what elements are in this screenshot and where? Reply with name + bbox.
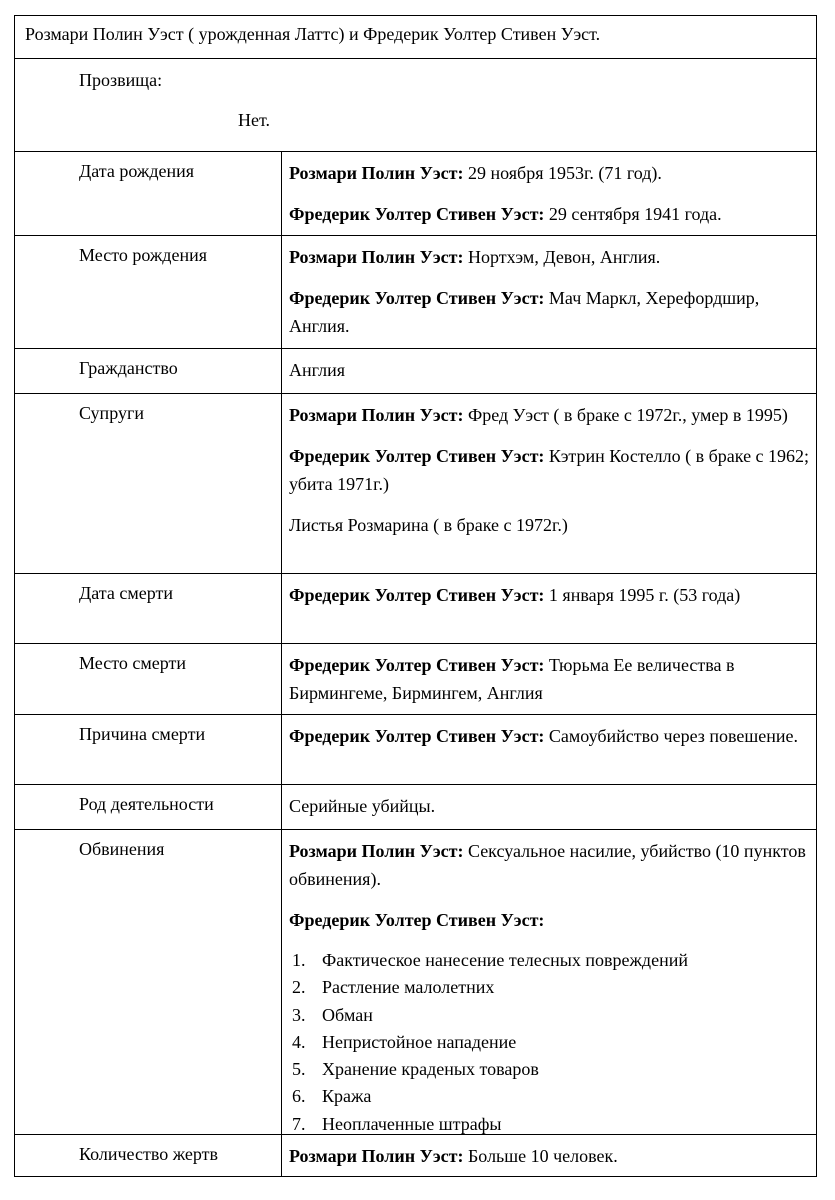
entry: [289, 792, 810, 820]
row-value: [289, 243, 810, 340]
entry: [289, 284, 810, 340]
nicknames-label: Прозвища:: [79, 70, 163, 90]
list-item: [289, 947, 810, 974]
row-label: Обвинения: [79, 839, 165, 859]
row-citizenship: [15, 349, 816, 394]
entry-text: Тюрьма Ее величества в Бирмингеме, Бирмингем, Англия: [289, 655, 735, 703]
row-label: Причина смерти: [79, 724, 206, 744]
row-occupation: [15, 785, 816, 830]
entry-text: 29 сентября 1941 года.: [544, 204, 722, 224]
entry-text: Мач Маркл, Херефордшир, Англия.: [289, 288, 760, 336]
row-label: Дата рождения: [79, 161, 195, 181]
row-label: Место рождения: [79, 245, 208, 265]
person-name: Розмари Полин Уэст:: [289, 247, 464, 267]
column-divider: [281, 1135, 282, 1177]
list-item: [289, 1111, 810, 1138]
entry-text: Нортхэм, Девон, Англия.: [463, 247, 661, 267]
entry: [289, 511, 810, 539]
row-value: [289, 651, 810, 707]
row-value: [289, 159, 810, 228]
row-value: [289, 581, 810, 609]
row-birth-date: [15, 152, 816, 236]
entry: [289, 651, 810, 707]
document-table: [14, 15, 817, 1177]
row-label: Место смерти: [79, 653, 186, 673]
row-label: Супруги: [79, 403, 144, 423]
entry-text: 29 ноября 1953г. (71 год).: [463, 163, 662, 183]
person-name: Розмари Полин Уэст:: [289, 841, 464, 861]
entry: [289, 442, 810, 498]
entry: [289, 243, 810, 271]
entry-text: 1 января 1995 г. (53 года): [544, 585, 741, 605]
list-text: Фактическое нанесение телесных повреждений: [322, 950, 688, 970]
entry-text: Самоубийство через повешение.: [544, 726, 799, 746]
list-number: 6.: [292, 1086, 306, 1107]
entry-text: Листья Розмарина ( в браке с 1972г.): [289, 515, 568, 535]
list-text: Растление малолетних: [322, 977, 495, 998]
person-name: Фредерик Уолтер Стивен Уэст:: [289, 910, 545, 930]
list-item: [289, 974, 810, 1001]
document-title: Розмари Полин Уэст ( урожденная Латтс) и Фредерик Уолтер Стивен Уэст.: [15, 16, 816, 59]
person-name: Фредерик Уолтер Стивен Уэст:: [289, 288, 545, 308]
column-divider: [281, 715, 282, 784]
entry-text: Кэтрин Костелло ( в браке с 1962; убита 1971г.): [289, 446, 810, 494]
entry-text: Фред Уэст ( в браке с 1972г., умер в 1995): [463, 405, 788, 425]
entry: [289, 200, 810, 228]
entry: [289, 159, 810, 187]
row-death-date: [15, 574, 816, 644]
list-text: Непристойное нападение: [322, 1031, 517, 1052]
list-number: 5.: [292, 1059, 306, 1080]
column-divider: [281, 349, 282, 393]
row-birth-place: [15, 236, 816, 349]
column-divider: [281, 830, 282, 1134]
person-name: Фредерик Уолтер Стивен Уэст:: [289, 204, 545, 224]
entry-text: Больше 10 человек.: [463, 1146, 618, 1166]
row-value: [289, 356, 810, 384]
nicknames-value: Нет.: [238, 110, 271, 130]
person-name: Розмари Полин Уэст:: [289, 1146, 464, 1166]
list-text: Обман: [322, 1004, 373, 1025]
entry-text: Англия: [289, 360, 345, 380]
row-value: [289, 792, 810, 820]
person-name: Фредерик Уолтер Стивен Уэст:: [289, 585, 545, 605]
entry-text: Сексуальное насилие, убийство (10 пунктов обвинения).: [289, 841, 806, 889]
entry: [289, 722, 810, 750]
row-label: Дата смерти: [79, 583, 174, 603]
row-victims: [15, 1135, 816, 1177]
list-item: [289, 1083, 810, 1110]
entry-text: Серийные убийцы.: [289, 796, 436, 816]
row-value: [289, 837, 810, 1138]
row-value: [289, 401, 810, 539]
entry: [289, 906, 810, 934]
list-item: [289, 1056, 810, 1083]
column-divider: [281, 152, 282, 235]
row-label: Гражданство: [79, 358, 178, 378]
column-divider: [281, 394, 282, 573]
row-death-place: [15, 644, 816, 715]
entry: [289, 356, 810, 384]
row-label: Род деятельности: [79, 794, 214, 814]
list-number: 4.: [292, 1031, 306, 1052]
person-name: Розмари Полин Уэст:: [289, 163, 464, 183]
list-item: [289, 1029, 810, 1056]
person-name: Розмари Полин Уэст:: [289, 405, 464, 425]
column-divider: [281, 574, 282, 643]
list-text: Хранение краденых товаров: [322, 1059, 539, 1080]
row-value: [289, 722, 810, 750]
column-divider: [281, 785, 282, 829]
charges-list: [289, 947, 810, 1138]
list-number: 7.: [292, 1113, 306, 1134]
list-item: [289, 1002, 810, 1029]
row-charges: [15, 830, 816, 1135]
list-text: Кража: [322, 1086, 372, 1107]
entry: [289, 401, 810, 429]
person-name: Фредерик Уолтер Стивен Уэст:: [289, 726, 545, 746]
nicknames-cell: [15, 59, 816, 152]
entry: [289, 1142, 810, 1170]
row-death-cause: [15, 715, 816, 785]
person-name: Фредерик Уолтер Стивен Уэст:: [289, 446, 545, 466]
entry: [289, 837, 810, 893]
column-divider: [281, 236, 282, 348]
row-label: Количество жертв: [79, 1144, 219, 1164]
list-number: 1.: [292, 950, 306, 970]
person-name: Фредерик Уолтер Стивен Уэст:: [289, 655, 545, 675]
list-number: 3.: [292, 1004, 306, 1025]
row-value: [289, 1142, 810, 1170]
list-number: 2.: [292, 977, 306, 998]
column-divider: [281, 644, 282, 714]
entry: [289, 581, 810, 609]
list-text: Неоплаченные штрафы: [322, 1113, 502, 1134]
row-spouses: [15, 394, 816, 574]
